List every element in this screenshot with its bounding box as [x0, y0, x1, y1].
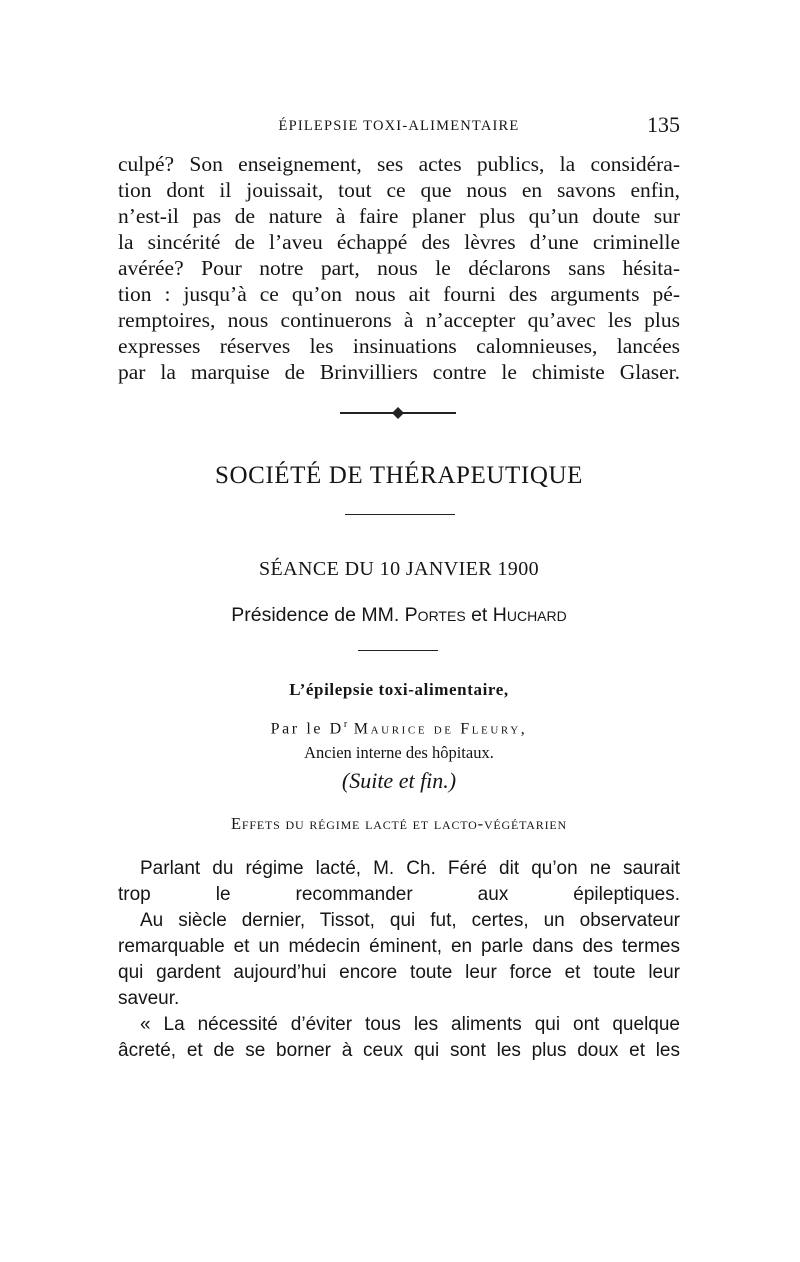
text-line: trop le recommander aux épileptiques. — [118, 884, 680, 905]
text-line: qui gardent aujourd’hui encore toute leur force et toute leur — [118, 962, 680, 983]
author-role: Ancien interne des hôpitaux. — [304, 743, 494, 762]
text-line: expresses réserves les insinuations calomnieuses, lancées — [118, 334, 680, 358]
president-name: Huchard — [492, 604, 567, 626]
text-line: remptoires, nous continuerons à n’accepter qu’avec les plus — [118, 308, 680, 332]
byline-superscript: r — [343, 719, 348, 730]
text-line: la sincérité de l’aveu échappé des lèvres d’une criminelle — [118, 230, 680, 254]
text-line: âcreté, et de se borner à ceux qui sont les plus doux et les — [118, 1040, 680, 1061]
society-title: SOCIÉTÉ DE THÉRAPEUTIQUE — [214, 462, 584, 489]
presidence-conjunction: et — [471, 604, 488, 626]
text-line: Parlant du régime lacté, M. Ch. Féré dit qu’on ne saurait — [140, 858, 680, 879]
text-line: saveur. — [118, 988, 180, 1009]
page-number: 135 — [647, 112, 680, 137]
text-line: « La nécessité d’éviter tous les aliments qui ont quelque — [140, 1014, 680, 1035]
presidence-prefix: Présidence de MM. — [231, 604, 400, 626]
subheading: Effets du régime lacté et lacto-végétarien — [231, 814, 567, 833]
president-name: Portes — [404, 604, 466, 626]
byline-prefix: Par le D — [270, 720, 344, 738]
author-name: Maurice de Fleury, — [353, 720, 528, 738]
text-line: par la marquise de Brinvilliers contre le chimiste Glaser. — [118, 360, 680, 384]
session-heading: SÉANCE DU 10 JANVIER 1900 — [259, 558, 539, 580]
presidence-line — [118, 604, 680, 627]
text-line: culpé? Son enseignement, ses actes publics, la considéra- — [118, 152, 680, 176]
divider-rule — [358, 650, 438, 651]
text-line: Au siècle dernier, Tissot, qui fut, certes, un observateur — [140, 910, 680, 931]
article-byline — [118, 719, 680, 738]
text-line: remarquable et un médecin éminent, en parle dans des termes — [118, 936, 680, 957]
running-header — [118, 114, 680, 138]
article-title: L’épilepsie toxi-alimentaire, — [289, 680, 509, 699]
text-line: avérée? Pour notre part, nous le déclarons sans hésita- — [118, 256, 680, 280]
continuation-note: (Suite et fin.) — [341, 768, 457, 793]
text-line: tion : jusqu’à ce qu’on nous ait fourni des arguments pé- — [118, 282, 680, 306]
divider-rule — [345, 514, 455, 515]
ornament-divider — [340, 406, 456, 420]
text-line: n’est-il pas de nature à faire planer plus qu’un doute sur — [118, 204, 680, 228]
running-title: ÉPILEPSIE TOXI-ALIMENTAIRE — [278, 118, 520, 134]
text-line: tion dont il jouissait, tout ce que nous en savons enfin, — [118, 178, 680, 202]
